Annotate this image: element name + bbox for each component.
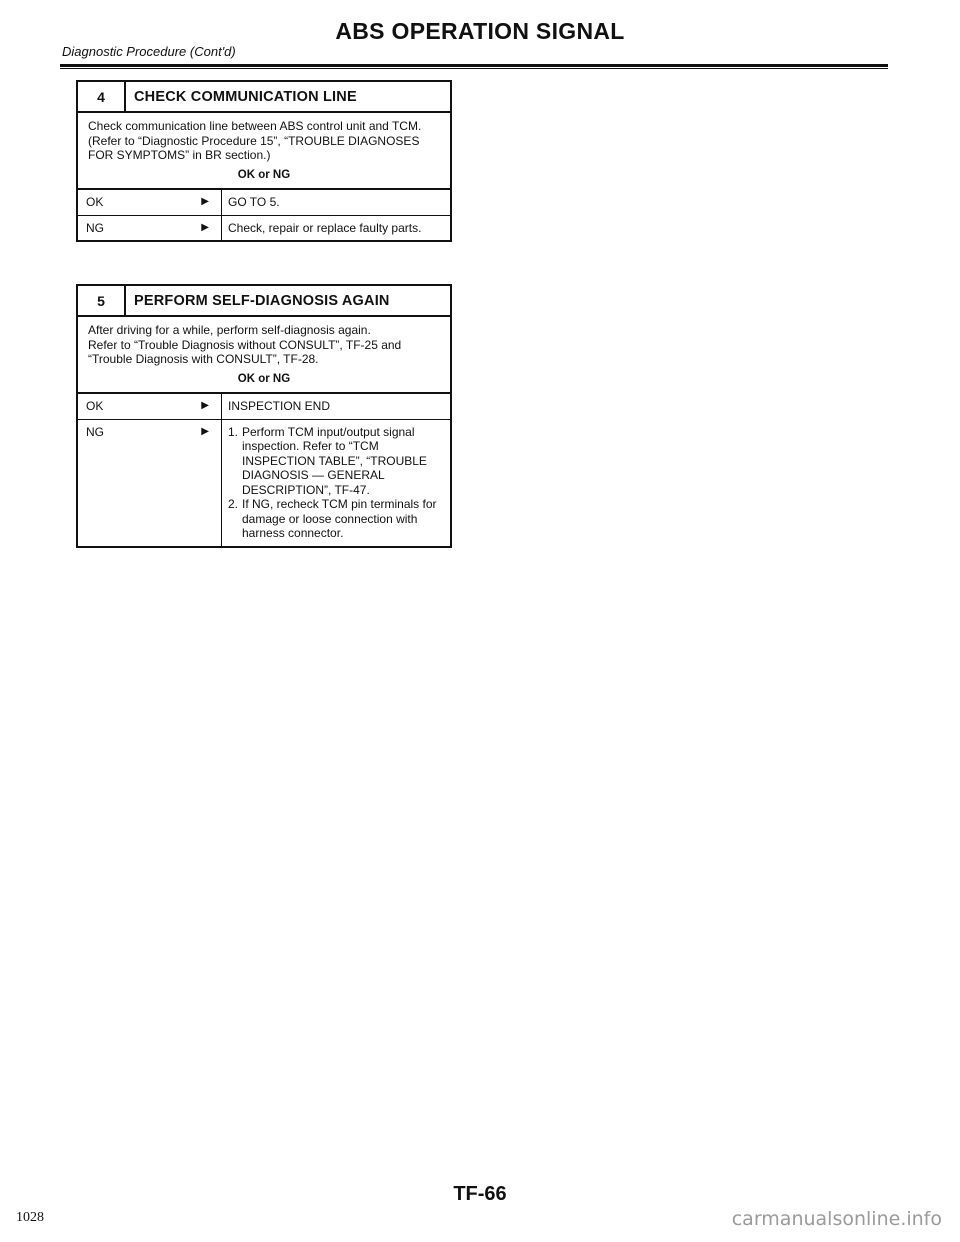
step-header: [78, 82, 450, 113]
result-row-ok: [78, 190, 450, 216]
result-action: GO TO 5.: [228, 195, 280, 209]
arrow-right-icon: ▶: [201, 196, 209, 207]
result-row-ng: [78, 420, 450, 546]
step-reference: (Refer to “Diagnostic Procedure 15”, “TROUBLE DIAGNOSES FOR SYMPTOMS” in BR section.): [88, 133, 420, 162]
step-header: [78, 286, 450, 317]
ok-or-ng-label: OK or NG: [237, 372, 291, 385]
result-label: OK: [86, 399, 104, 413]
result-label: NG: [86, 424, 104, 439]
list-item: [228, 425, 444, 498]
page-title: ABS OPERATION SIGNAL: [335, 18, 625, 44]
arrow-right-icon: ▶: [201, 425, 209, 437]
result-action: Check, repair or replace faulty parts.: [228, 220, 422, 235]
step-reference: Refer to “Trouble Diagnosis without CONSULT”, TF-25 and “Trouble Diagnosis with CONSULT”, TF-28.: [88, 337, 402, 366]
step-5-box: [76, 284, 452, 548]
result-label: OK: [86, 195, 104, 209]
arrow-right-icon: ▶: [201, 400, 209, 411]
step-title: PERFORM SELF-DIAGNOSIS AGAIN: [134, 292, 390, 309]
step-body: [78, 317, 450, 394]
list-item: [228, 497, 444, 541]
page-number: 1028: [16, 1210, 44, 1225]
ok-or-ng-label: OK or NG: [237, 168, 291, 181]
step-instruction: Check communication line between ABS control unit and TCM.: [88, 119, 422, 133]
result-row-ng: [78, 216, 450, 241]
result-action: INSPECTION END: [228, 399, 331, 413]
section-page-code: TF-66: [453, 1183, 507, 1205]
step-title: CHECK COMMUNICATION LINE: [134, 88, 357, 105]
list-item-number: 2.: [228, 497, 239, 511]
list-item-text: If NG, recheck TCM pin terminals for damage or loose connection with harness connector.: [242, 497, 437, 540]
result-action-list: [222, 420, 450, 546]
header-divider: [60, 64, 888, 69]
list-item-number: 1.: [228, 424, 239, 439]
step-number: 5: [78, 286, 126, 315]
page-subtitle: Diagnostic Procedure (Cont'd): [62, 44, 236, 59]
step-body: [78, 113, 450, 190]
watermark: carmanualsonline.info: [731, 1208, 942, 1230]
result-label: NG: [86, 220, 104, 235]
step-4-box: [76, 80, 452, 242]
step-instruction: After driving for a while, perform self-diagnosis again.: [88, 323, 371, 337]
arrow-right-icon: ▶: [201, 221, 209, 233]
list-item-text: Perform TCM input/output signal inspection. Refer to “TCM INSPECTION TABLE”, “TROUBLE DIAGNOSIS — GENERAL DESCRIPTION”, TF-47.: [242, 424, 427, 497]
result-row-ok: [78, 394, 450, 420]
step-number: 4: [78, 82, 126, 111]
